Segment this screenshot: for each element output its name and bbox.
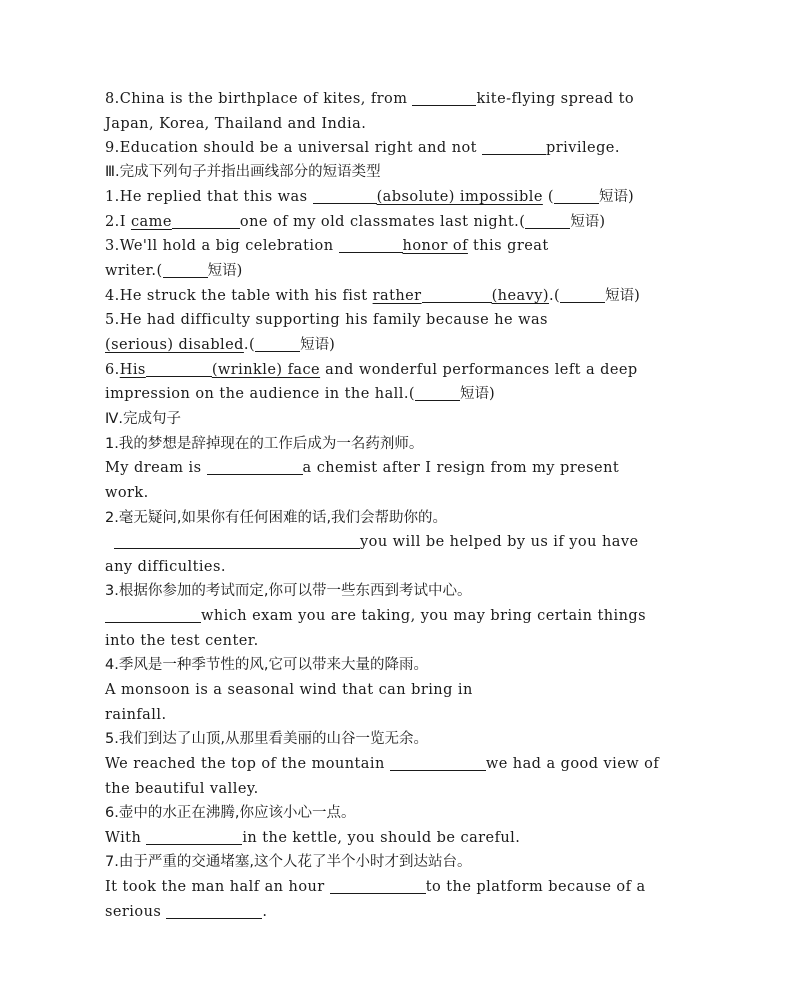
- section-3-item-3-line-2: writer.( 短语): [105, 263, 243, 279]
- underlined-phrase: honor of: [402, 238, 468, 254]
- section-4-item-4-line-1: A monsoon is a seasonal wind that can bring in: [105, 682, 473, 698]
- underlined-phrase: His: [119, 362, 146, 378]
- question-9: 9.Education should be a universal right and not privilege.: [105, 140, 620, 156]
- question-8-line-2: Japan, Korea, Thailand and India.: [105, 116, 367, 132]
- underlined-phrase: came: [130, 214, 172, 230]
- section-4-item-3-line-1: which exam you are taking, you may bring certain things: [105, 606, 684, 626]
- answer-blank[interactable]: [330, 878, 426, 894]
- underlined-phrase: (absolute) impossible: [376, 189, 543, 205]
- section-4-item-2-chinese: 2.毫无疑问,如果你有任何困难的话,我们会帮助你的。: [105, 510, 448, 526]
- answer-blank[interactable]: [105, 607, 201, 623]
- phrase-type-blank[interactable]: [255, 336, 300, 352]
- phrase-type-blank[interactable]: [554, 188, 599, 204]
- phrase-type-blank[interactable]: [163, 262, 208, 278]
- answer-blank[interactable]: [146, 361, 212, 377]
- answer-blank[interactable]: [207, 459, 303, 475]
- underlined-phrase: rather: [372, 288, 422, 304]
- answer-blank[interactable]: [339, 237, 403, 253]
- section-3-item-1: 1.He replied that this was (absolute) impossible ( 短语): [105, 189, 635, 205]
- section-3-item-2: 2.I came one of my old classmates last night.( 短语): [105, 214, 606, 230]
- section-4-item-3-line-2: into the test center.: [105, 633, 259, 649]
- section-4-item-7-line-1: It took the man half an hour to the platform because of a: [105, 879, 646, 895]
- section-4-item-2-line-1: you will be helped by us if you have: [105, 532, 684, 552]
- section-4-item-7-chinese: 7.由于严重的交通堵塞,这个人花了半个小时才到达站台。: [105, 854, 472, 870]
- section-3-item-4: 4.He struck the table with his fist rather (heavy).( 短语): [105, 288, 641, 304]
- section-4-heading: Ⅳ.完成句子: [105, 411, 181, 427]
- answer-blank[interactable]: [172, 213, 240, 229]
- phrase-type-blank[interactable]: [415, 385, 460, 401]
- phrase-type-blank[interactable]: [525, 213, 570, 229]
- answer-blank[interactable]: [146, 829, 242, 845]
- section-3-heading: Ⅲ.完成下列句子并指出画线部分的短语类型: [105, 164, 381, 180]
- phrase-type-blank[interactable]: [560, 287, 605, 303]
- section-4-item-6-line-1: With in the kettle, you should be careful.: [105, 830, 521, 846]
- section-4-item-5-chinese: 5.我们到达了山顶,从那里看美丽的山谷一览无余。: [105, 731, 428, 747]
- question-8-line-1: 8.China is the birthplace of kites, from kite-flying spread to: [105, 91, 635, 107]
- section-3-item-5-line-1: 5.He had difficulty supporting his family because he was: [105, 312, 548, 328]
- section-4-item-5-line-2: the beautiful valley.: [105, 781, 259, 797]
- section-3-item-6-line-2: impression on the audience in the hall.( 短语): [105, 386, 496, 402]
- section-4-item-6-chinese: 6.壶中的水正在沸腾,你应该小心一点。: [105, 805, 356, 821]
- answer-blank[interactable]: [422, 287, 492, 303]
- section-4-item-2-line-2: any difficulties.: [105, 559, 226, 575]
- answer-blank[interactable]: [166, 903, 262, 919]
- answer-blank[interactable]: [482, 139, 546, 155]
- section-3-item-6-line-1: 6.His (wrinkle) face and wonderful performances left a deep: [105, 362, 638, 378]
- answer-blank[interactable]: [313, 188, 377, 204]
- answer-blank[interactable]: [114, 533, 360, 549]
- section-3-item-5-line-2: (serious) disabled.( 短语): [105, 337, 336, 353]
- section-4-item-5-line-1: We reached the top of the mountain we had a good view of: [105, 756, 660, 772]
- section-4-item-4-chinese: 4.季风是一种季节性的风,它可以带来大量的降雨。: [105, 657, 428, 673]
- underlined-phrase: (heavy): [491, 288, 549, 304]
- section-4-item-3-chinese: 3.根据你参加的考试而定,你可以带一些东西到考试中心。: [105, 583, 472, 599]
- answer-blank[interactable]: [390, 755, 486, 771]
- section-4-item-4-line-2: rainfall.: [105, 707, 167, 723]
- underlined-phrase: (wrinkle) face: [211, 362, 321, 378]
- section-4-item-1-chinese: 1.我的梦想是辞掉现在的工作后成为一名药剂师。: [105, 436, 424, 452]
- section-4-item-7-line-2: serious .: [105, 904, 268, 920]
- section-3-item-3-line-1: 3.We'll hold a big celebration honor of this great: [105, 238, 549, 254]
- section-4-item-1-line-2: work.: [105, 485, 149, 501]
- section-4-item-1-line-1: My dream is a chemist after I resign from my present: [105, 460, 620, 476]
- answer-blank[interactable]: [412, 90, 476, 106]
- underlined-phrase: (serious) disabled: [105, 337, 244, 353]
